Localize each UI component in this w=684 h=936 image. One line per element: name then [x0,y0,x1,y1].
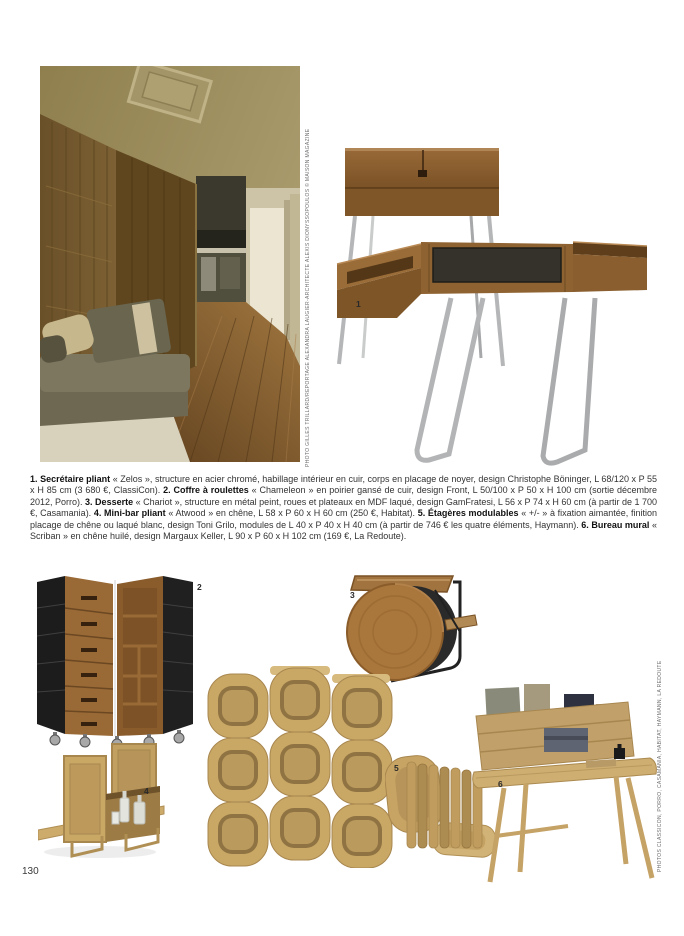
desk-organizer [476,684,634,770]
caption-item-1-text: « Zelos », structure en acier chromé, habillage intérieur en cuir, corps en placage de noyer, design Christophe Böninger, L 68/120 x P 55 x H 85 cm (3 680 €, ClassiCon). [30,474,657,496]
photo-bureau-scriban [468,676,660,888]
caption-item-5-label: 5. Étagères modulables [417,508,519,519]
secretaire-illustration [333,140,653,472]
photo-secretaire-zelos [333,140,653,472]
scriban-illustration [468,676,660,888]
caption-text [30,474,657,542]
desk-legs [490,776,652,882]
caption-item-2-label: 2. Coffre à roulettes [163,485,249,496]
item-number-6: 6 [498,779,503,789]
caption-item-3-label: 3. Desserte [85,496,134,507]
photo-coffre-chameleon [35,574,197,750]
coffre-illustration [35,574,197,750]
caption-item-4-text: « Atwood » en chêne, L 58 x P 60 x H 60 cm (250 €, Habitat). [165,508,418,519]
caption-item-3-text: « Chariot », structure en métal peint, roues et plateaux en MDF laqué, design GamFratesi, L 56 x P 74 x H 60 cm (à partir de 1 700 €, Casamania). [30,496,657,519]
secretaire-open [337,242,647,463]
bar-compartment [106,786,160,842]
item-number-4: 4 [144,786,149,796]
caption-item-1-label: 1. Secrétaire pliant [30,474,111,484]
caption-item-5-text: « +/- » à fixation aimantée, finition placage de chêne ou laqué blanc, design Toni Grilo, modules de L 40 x P 40 x H 40 cm (à partir de 746 € les quatre éléments, Haymann). [30,508,657,530]
item-number-2: 2 [197,582,202,592]
item-number-3: 3 [350,590,355,600]
modules-illustration [206,666,394,868]
caption-item-4-label: 4. Mini-bar pliant [93,508,166,519]
photo-minibar-atwood [38,742,170,860]
photo-etageres-modules [206,666,394,868]
item-number-1: 1 [356,299,361,309]
interior-room-illustration [40,66,300,462]
item-number-5: 5 [394,763,399,773]
caption-item-2-text: « Chameleon » en poirier gansé de cuir, design Front, L 50/100 x P 50 x H 100 cm (sortie décembre 2012, Porro). [30,485,657,507]
photo-credit-vertical-top: PHOTO GILLES TRILLARD/REPORTAGE ALEXANDRA LAUGIER-ARCHITECTE ALEXIS DIONYSSOPOULOS © MAISON MAGAZINE [305,128,311,467]
caption-item-6-text: « Scriban » en chêne huilé, design Margaux Keller, L 90 x P 60 x H 102 cm (169 €, La Redoute). [30,519,657,542]
photo-interior-room [40,66,300,462]
minibar-illustration [38,742,170,860]
caption-item-6-label: 6. Bureau mural [581,519,650,530]
kitchen [196,176,246,302]
photo-credit-vertical-bottom: PHOTOS CLASSICON, PORRO, CASAMANIA, HABITAT, HAYMANN, LA REDOUTE [657,660,663,872]
caption-item-4 [94,508,418,518]
page-number: 130 [22,866,39,877]
